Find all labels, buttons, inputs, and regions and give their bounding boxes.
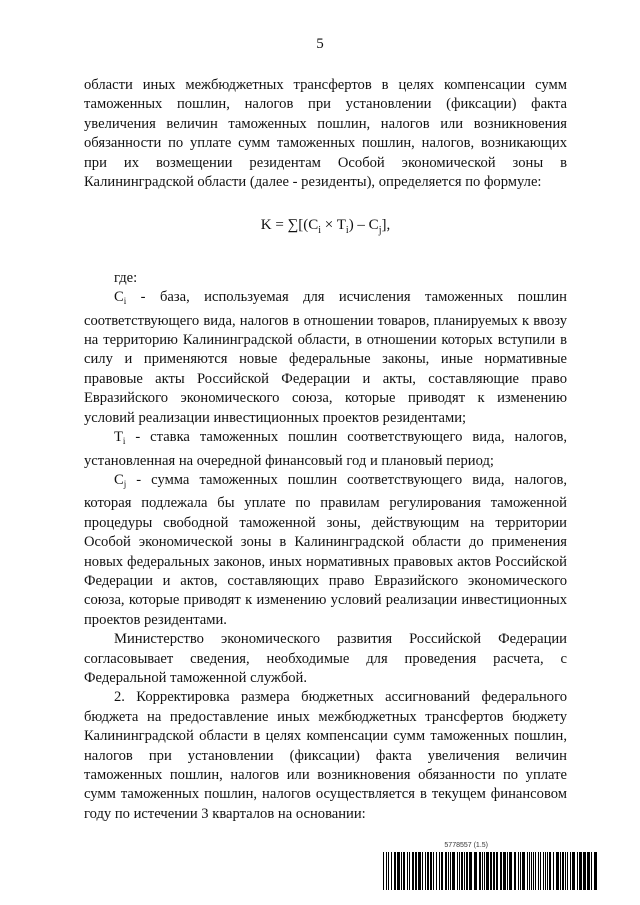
paragraph-2: 2. Корректировка размера бюджетных ассигнований федерального бюджета на предоставление иных межбюджетных трансфертов бюджету Калининградской области в целях компенсации сумм таможенных пошлин, налогов при установлении (фиксации) факта увеличения величин таможенных пошлин, налогов или возникновения обязанности по уплате сумм таможенных пошлин, налогов осуществляется в текущем финансовом году по истечении 3 кварталов на основании: (84, 689, 567, 822)
page-number: 5 (316, 36, 324, 52)
definition-cj: $C_j$ - сумма таможенных пошлин соответствующего вида, налогов, которая подлежала бы уплате по правилам регулирования таможенной процедуры свободной таможенной зоны, действующим на территории Особой экономической зоны в Калининградской области до применения новых федеральных законов, иных нормативных правовых актов Российской Федерации и актов, составляющих право Евразийского экономического союза, которые приводят к изменению условий реализации инвестиционных проектов резидентами. (84, 471, 567, 628)
where-label: где: (114, 269, 138, 286)
formula: $K = \sum[(C_i \times T_i) - C_j]$, (260, 217, 391, 237)
barcode-icon (383, 852, 600, 890)
document-body (84, 76, 567, 824)
barcode-id: 5778557 (1.5) (444, 842, 488, 849)
definition-ci: $C_i$ - база, используемая для исчисления таможенных пошлин соответствующего вида, налогов в отношении товаров, планируемых к ввозу на территорию Калининградской области, в отношении которых вступили в силу и применяются новые федеральные законы, иные нормативные правовые акты Российской Федерации и акты, составляющие право Евразийского экономического союза, которые приводят к изменению условий реализации инвестиционных проектов резидентами; (84, 289, 567, 426)
paragraph-intro: области иных межбюджетных трансфертов в целях компенсации сумм таможенных пошлин, налогов при установлении (фиксации) факта увеличения величин таможенных пошлин, налогов или возникновения обязанности по уплате сумм таможенных пошлин, налогов, возникающих при их возмещении резидентам Особой экономической зоны в Калининградской области (далее - резиденты), определяется по формуле: (84, 77, 567, 191)
definition-ti: $T_i$ - ставка таможенных пошлин соответствующего вида, налогов, установленная на очередной финансовый год и плановый период; (84, 429, 567, 469)
document-barcode (383, 842, 600, 892)
paragraph-ministry: Министерство экономического развития Российской Федерации согласовывает сведения, необходимые для проведения расчета, с Федеральной таможенной службой. (84, 631, 567, 686)
